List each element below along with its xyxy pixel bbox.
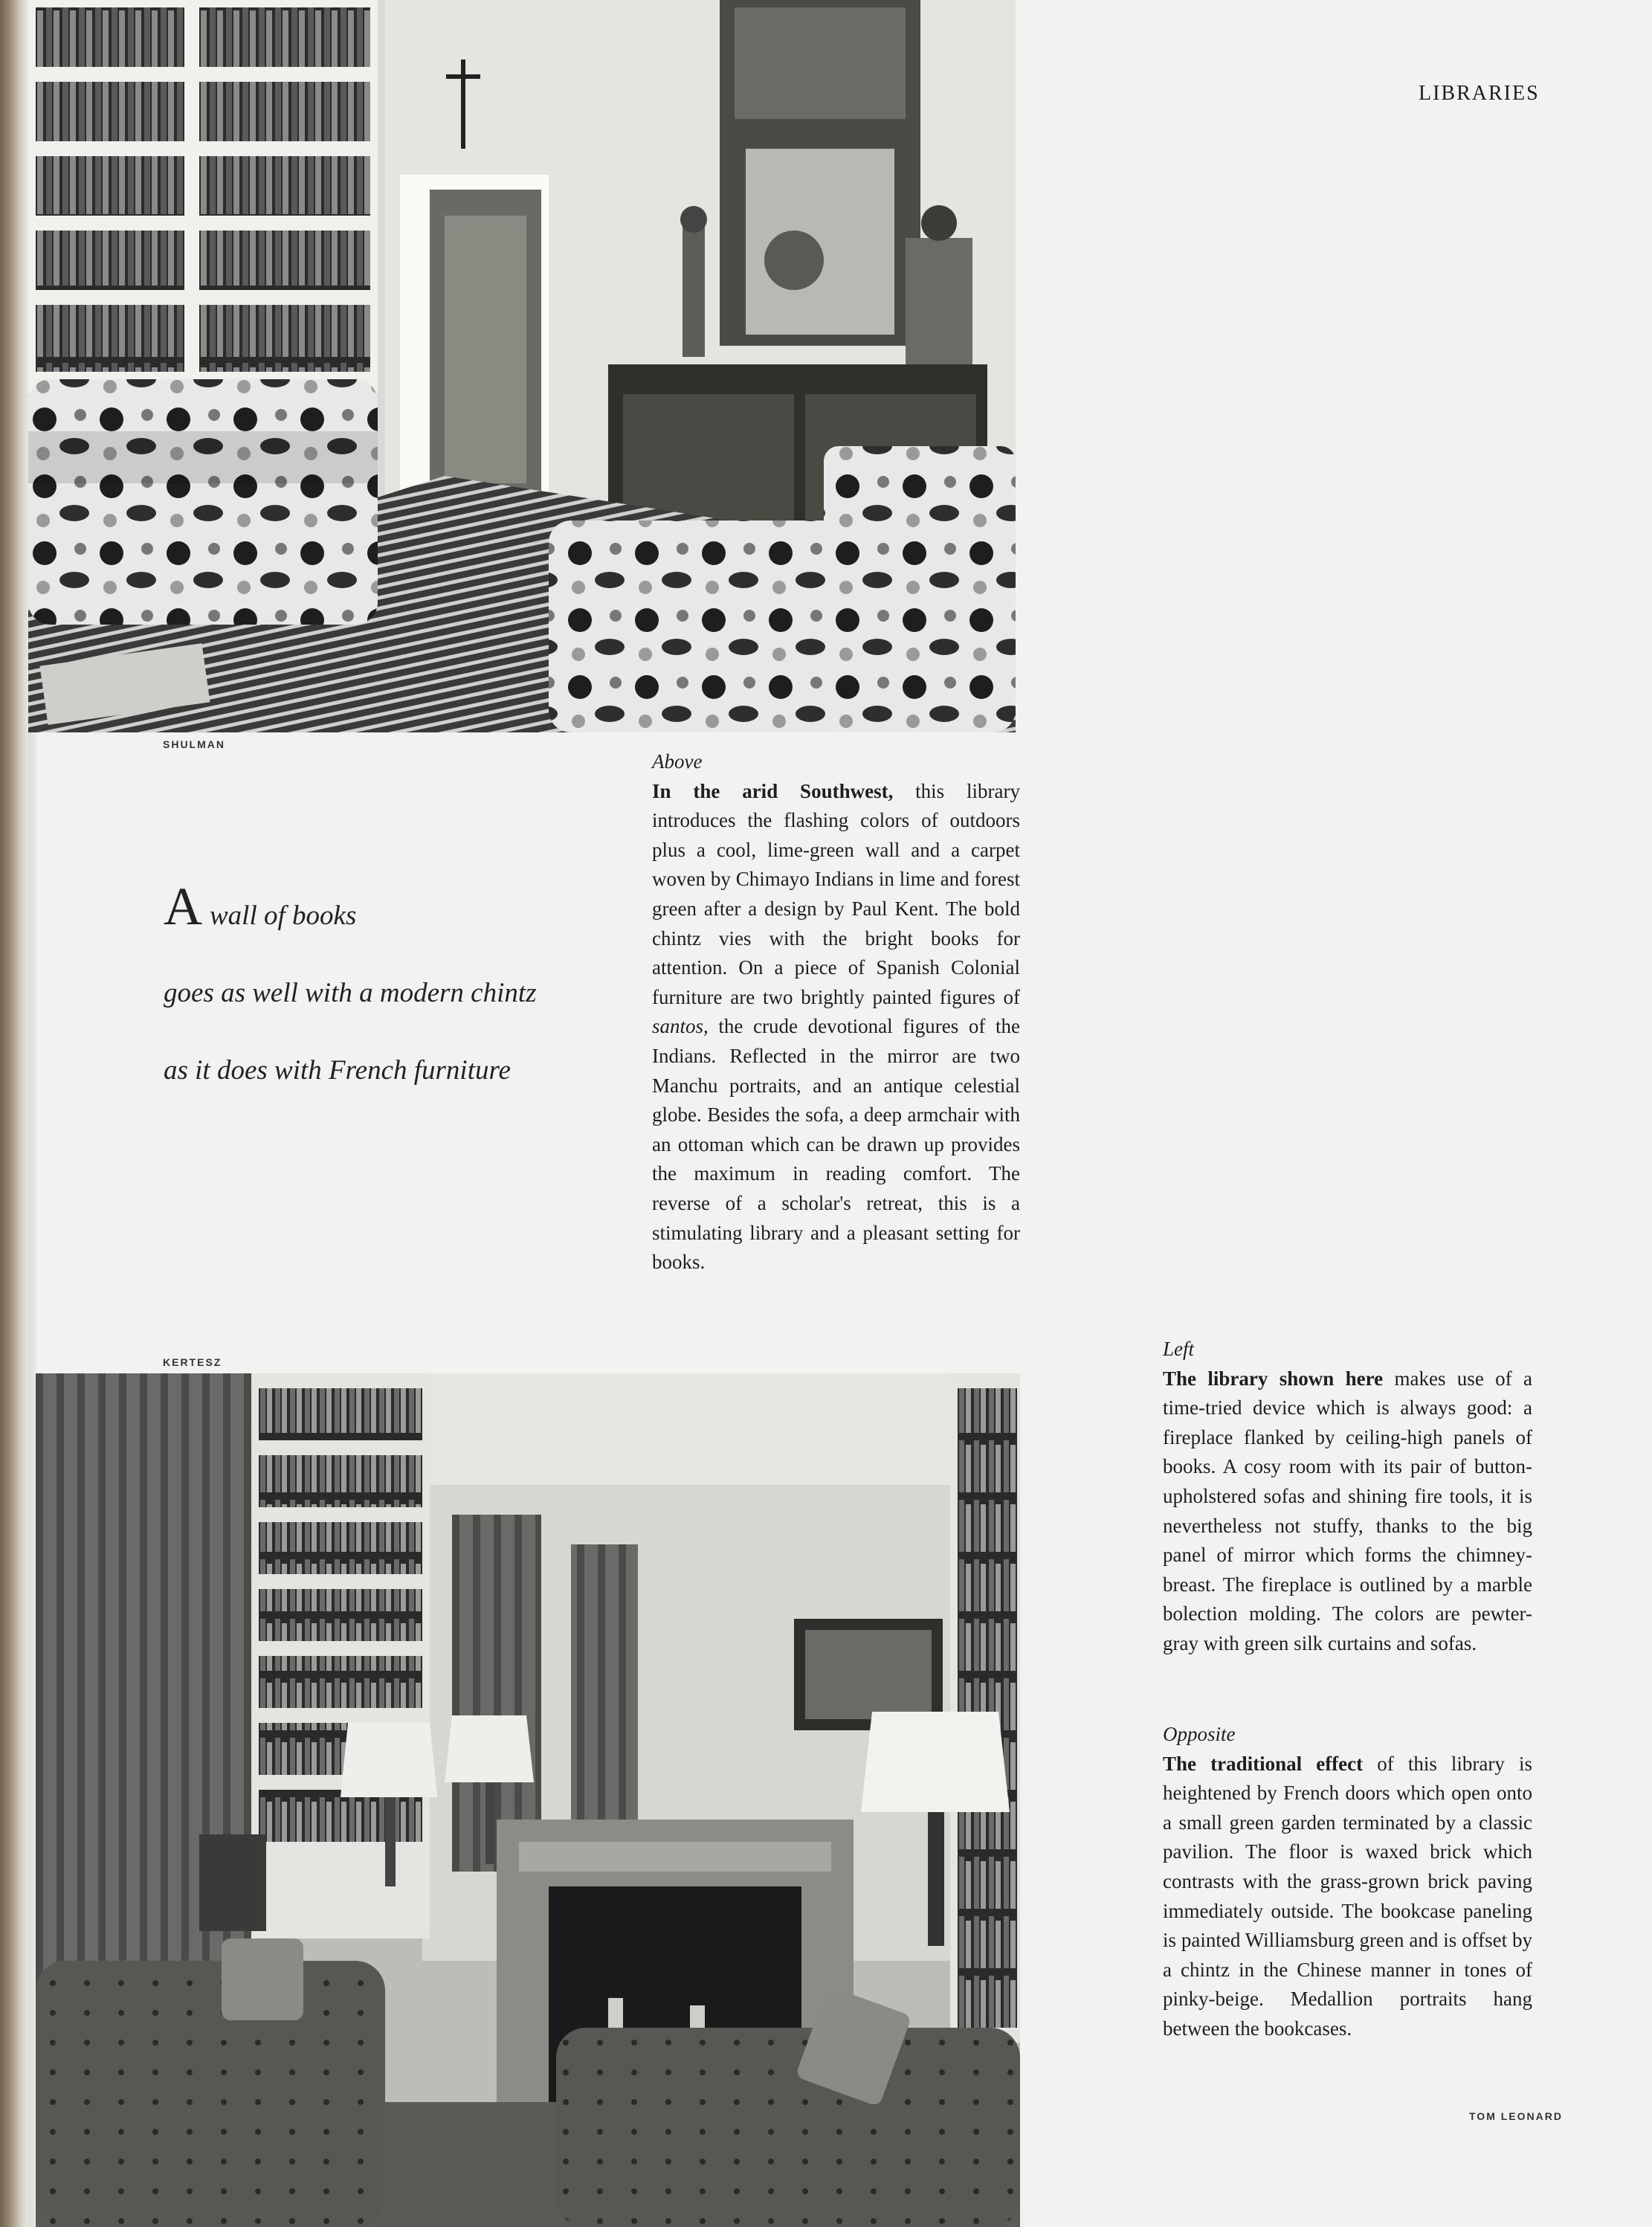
photo-credit-opposite: TOM LEONARD bbox=[1469, 2110, 1563, 2122]
headline-line-1-text: wall of books bbox=[210, 900, 357, 931]
caption-opposite-label: Opposite bbox=[1163, 1723, 1236, 1745]
headline-line-1 bbox=[164, 877, 639, 955]
section-heading: LIBRARIES bbox=[1419, 82, 1540, 105]
drop-cap: A bbox=[164, 877, 202, 936]
photo-credit-top: SHULMAN bbox=[163, 738, 225, 750]
caption-above-label: Above bbox=[652, 750, 703, 773]
caption-opposite bbox=[1163, 1720, 1532, 2044]
fireplace-library-photo bbox=[36, 1373, 1020, 2227]
caption-opposite-body: of this library is heightened by French doors which open onto a small green garden terminated by a classic pavilion. The floor is waxed brick which contrasts with the grass-grown brick paving immediately outside. The bookcase paneling is painted Williamsburg green and is offset by a chintz in the Chinese manner in tones of pinky-beige. Medallion portraits hang between the bookcases. bbox=[1163, 1752, 1533, 2040]
caption-left-label: Left bbox=[1163, 1338, 1195, 1360]
caption-above-italic: santos, bbox=[652, 1015, 709, 1038]
article-headline bbox=[164, 877, 639, 1109]
photo-credit-bottom: KERTESZ bbox=[163, 1356, 222, 1368]
caption-left-lead: The library shown here bbox=[1163, 1367, 1384, 1390]
caption-above-body: this library introduces the flashing colors of outdoors plus a cool, lime-green wall and a carpet woven by Chimayo Indians in lime and forest green after a design by Paul Kent. The bold chintz vies with the bright books for attention. On a piece of Spanish Colonial furniture are two brightly painted figures of bbox=[652, 779, 1020, 1008]
caption-opposite-lead: The traditional effect bbox=[1163, 1752, 1364, 1775]
fireplace-library-illustration bbox=[36, 1373, 1020, 2227]
caption-left-body: makes use of a time-tried device which is always good: a fireplace flanked by ceiling-high panels of books. A cosy room with its pair of button-upholstered sofas and shining fire tools, it is nevertheless not stuffy, thanks to the big panel of mirror which forms the chimney-breast. The fireplace is outlined by a marble bolection molding. The colors are pewter-gray with green silk curtains and sofas. bbox=[1163, 1367, 1532, 1654]
headline-line-2: goes as well with a modern chintz bbox=[164, 978, 537, 1008]
caption-left bbox=[1163, 1335, 1532, 1659]
caption-above-body-end: the crude devotional figures of the Indians. Reflected in the mirror are two Manchu portraits, and an antique celestial globe. Besides the sofa, a deep armchair with an ottoman which can be drawn up provides the maximum in reading comfort. The reverse of a scholar's retreat, this is a stimulating library and a pleasant setting for books. bbox=[652, 1015, 1020, 1274]
southwest-library-photo bbox=[28, 0, 1016, 732]
book-spine bbox=[0, 0, 28, 2227]
caption-above bbox=[652, 747, 1020, 1277]
caption-above-lead: In the arid Southwest, bbox=[652, 779, 894, 802]
southwest-library-illustration bbox=[28, 0, 1016, 732]
headline-line-3: as it does with French furniture bbox=[164, 1055, 511, 1086]
